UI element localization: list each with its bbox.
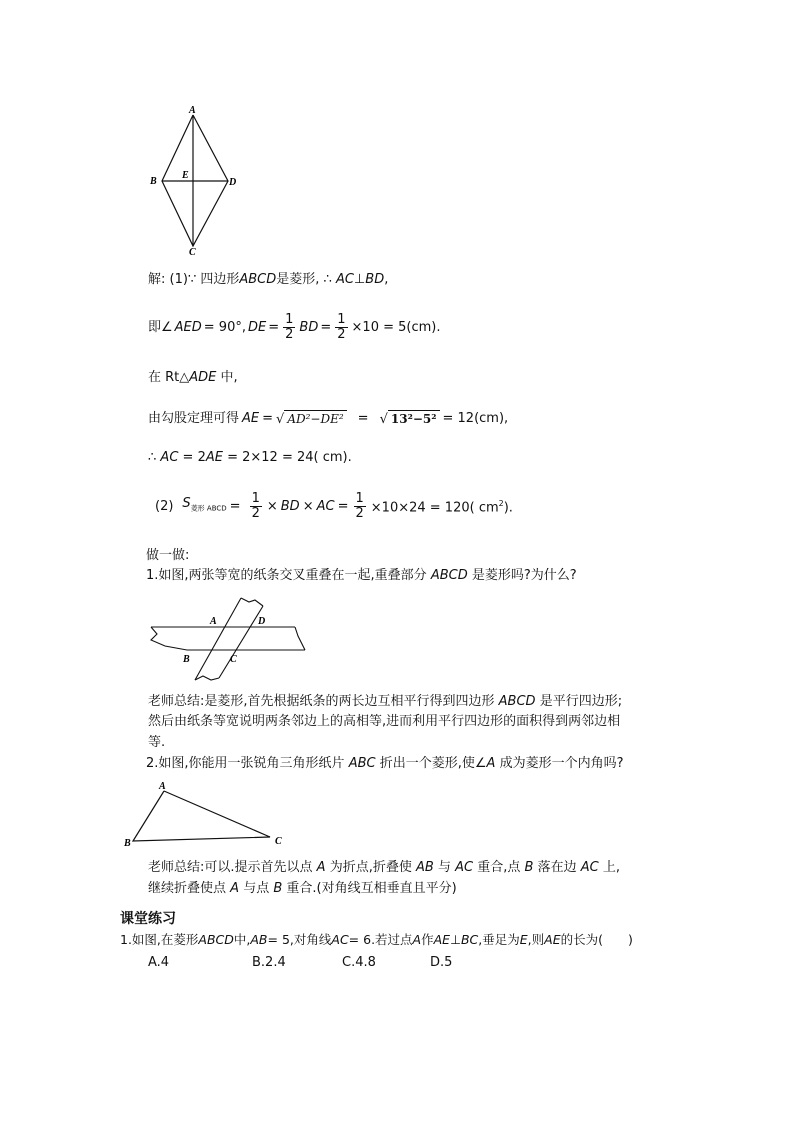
var-abcd: ABCD <box>498 694 536 709</box>
sqrt-expression-1 <box>276 410 347 428</box>
var-aed: AED <box>174 319 202 335</box>
var-a: A <box>316 860 326 875</box>
text: 由勾股定理可得 <box>148 411 240 426</box>
text: = <box>320 319 332 335</box>
var-s: S <box>182 496 191 512</box>
text: 重合,点 <box>477 860 521 875</box>
text: 在 Rt△ <box>148 370 190 385</box>
strip-label-b: B <box>183 654 190 665</box>
text: ,则 <box>527 932 545 947</box>
text: , <box>384 272 389 287</box>
text: 成为菱形一个内角吗? <box>499 756 624 771</box>
text: = 6.若过点 <box>348 932 413 947</box>
fraction-half <box>354 492 366 521</box>
solution-line-6 <box>155 492 513 521</box>
var-ae: AE <box>544 932 561 947</box>
var-ae: AE <box>242 411 260 426</box>
summary1-line2: 然后由纸条等宽说明两条邻边上的高相等,进而利用平行四边形的面积得到两邻边相 <box>148 714 621 729</box>
var-abcd: ABCD <box>430 568 468 583</box>
crossed-strips-figure <box>145 596 310 682</box>
perp-symbol: ⊥ <box>450 932 461 947</box>
triangle-label-c: C <box>275 836 282 847</box>
activity-q2 <box>146 756 623 772</box>
slanted-strip-right <box>219 606 266 678</box>
text: 四边形 <box>200 272 240 287</box>
text: ,垂足为 <box>478 932 520 947</box>
var-bd: BD <box>365 272 385 287</box>
strip-label-c: C <box>230 654 237 665</box>
text: = 2 <box>182 450 206 465</box>
var-bc: BC <box>460 932 479 947</box>
var-abcd: ABCD <box>198 932 234 947</box>
option-c: C.4.8 <box>342 955 376 970</box>
therefore-symbol: ∴ <box>148 450 157 465</box>
var-ac: AC <box>331 932 349 947</box>
summary1-line3: 等. <box>148 735 166 750</box>
solution-line-4 <box>148 410 508 428</box>
text: 1.如图,两张等宽的纸条交叉重叠在一起,重叠部分 <box>146 568 427 583</box>
text: 是菱形吗?为什么? <box>471 568 577 583</box>
solution-line-1 <box>148 272 388 288</box>
solution-line-2 <box>148 313 440 342</box>
text: 老师总结:可以.提示首先以点 <box>148 860 313 875</box>
strip-label-d: D <box>258 616 266 627</box>
triangle-outline <box>133 791 270 841</box>
denominator: 2 <box>337 327 346 342</box>
radicand: AD²−DE² <box>284 410 346 427</box>
var-abcd: ABCD <box>239 272 277 287</box>
perp-symbol: ⊥ <box>353 272 366 287</box>
practice-heading: 课堂练习 <box>120 911 176 927</box>
summary1-line1 <box>148 694 622 710</box>
text: × <box>302 498 314 514</box>
var-ac: AC <box>316 498 335 514</box>
text: 上, <box>602 860 620 875</box>
var-ae: AE <box>433 932 451 947</box>
option-b: B.2.4 <box>252 955 286 970</box>
label-b: B <box>150 176 157 187</box>
var-bd: BD <box>280 498 300 514</box>
var-a: A <box>230 881 240 896</box>
text: = <box>357 411 369 426</box>
text: = <box>262 411 274 426</box>
text: = 12(cm), <box>442 411 509 426</box>
text: 是菱形, ∴ <box>276 272 332 287</box>
radical-sign: √ <box>379 412 388 427</box>
activity-title: 做一做: <box>146 548 190 563</box>
summary2-line1 <box>148 860 620 876</box>
summary2-line2 <box>148 881 457 897</box>
text: × <box>266 498 278 514</box>
var-e: E <box>519 932 528 947</box>
text: ). <box>503 500 513 516</box>
triangle-label-a: A <box>159 781 166 792</box>
denominator: 2 <box>355 506 364 521</box>
slanted-strip-top-edge <box>241 598 263 606</box>
var-abc: ABC <box>348 756 376 771</box>
label-c: C <box>189 247 196 258</box>
text: 继续折叠使点 <box>148 881 227 896</box>
text: ×10×24 = 120( cm <box>370 500 499 516</box>
slanted-strip-left <box>195 598 241 680</box>
text: 作 <box>421 932 434 947</box>
solution-line-3 <box>148 370 238 386</box>
text: ×10 = 5(cm). <box>351 319 441 335</box>
area-symbol <box>182 496 226 517</box>
var-b: B <box>273 881 283 896</box>
var-b: B <box>524 860 534 875</box>
numerator: 1 <box>285 312 294 327</box>
label-a: A <box>189 105 196 116</box>
var-ac: AC <box>160 450 179 465</box>
denominator: 2 <box>251 506 260 521</box>
var-ac: AC <box>580 860 599 875</box>
var-ac: AC <box>455 860 474 875</box>
text: = <box>268 319 280 335</box>
option-a: A.4 <box>148 955 170 970</box>
var-ab: AB <box>250 932 268 947</box>
text: 为折点,折叠使 <box>329 860 412 875</box>
text: (2) <box>155 498 174 514</box>
strip-label-a: A <box>210 616 217 627</box>
denominator: 2 <box>285 327 294 342</box>
var-bd: BD <box>299 319 319 335</box>
sqrt-expression-2 <box>380 410 440 428</box>
fraction-half <box>283 313 295 342</box>
label-e: E <box>182 170 189 181</box>
text: = 2×12 = 24( cm). <box>227 450 352 465</box>
text: 中, <box>220 370 238 385</box>
fraction-half <box>250 492 262 521</box>
activity-q1 <box>146 568 577 584</box>
var-a: A <box>486 756 496 771</box>
practice-q1 <box>120 932 633 948</box>
numerator: 1 <box>251 491 260 506</box>
label-d: D <box>229 177 237 188</box>
horizontal-strip-left-edge <box>151 627 187 650</box>
text: 1.如图,在菱形 <box>120 932 199 947</box>
text: 2.如图,你能用一张锐角三角形纸片 <box>146 756 345 771</box>
rhombus-figure <box>140 100 250 260</box>
text: = <box>229 498 241 514</box>
text: = 5,对角线 <box>267 932 332 947</box>
text: 的长为( ) <box>560 932 633 947</box>
var-ab: AB <box>415 860 434 875</box>
triangle-label-b: B <box>124 838 131 848</box>
numerator: 1 <box>337 312 346 327</box>
text: 重合.(对角线互相垂直且平分) <box>286 881 457 896</box>
var-a: A <box>412 932 422 947</box>
text: = 90°, <box>203 319 246 335</box>
numerator: 1 <box>355 491 364 506</box>
slanted-strip-bottom-edge <box>195 676 219 680</box>
text: 老师总结:是菱形,首先根据纸条的两长边互相平行得到四边形 <box>148 694 495 709</box>
radical-sign: √ <box>276 412 285 427</box>
solution-prefix: 解: <box>148 272 166 287</box>
option-d: D.5 <box>430 955 453 970</box>
text: 折出一个菱形,使∠ <box>379 756 487 771</box>
text: = <box>337 498 349 514</box>
triangle-figure <box>120 778 292 848</box>
text: 落在边 <box>537 860 577 875</box>
var-de: DE <box>247 319 267 335</box>
text: (1)∵ <box>169 272 197 287</box>
superscript: 2 <box>498 499 504 509</box>
horizontal-strip-right-edge <box>295 627 305 650</box>
var-ae: AE <box>205 450 223 465</box>
subscript: 菱形 ABCD <box>190 504 227 513</box>
text: 是平行四边形; <box>539 694 623 709</box>
var-ac: AC <box>335 272 354 287</box>
var-ade: ADE <box>189 370 217 385</box>
text: 与 <box>437 860 451 875</box>
text: 即∠ <box>148 319 173 335</box>
solution-line-5 <box>148 450 352 466</box>
radicand: 13²−5² <box>388 410 440 427</box>
fraction-half <box>335 313 347 342</box>
text: 与点 <box>243 881 270 896</box>
text: 中, <box>233 932 251 947</box>
